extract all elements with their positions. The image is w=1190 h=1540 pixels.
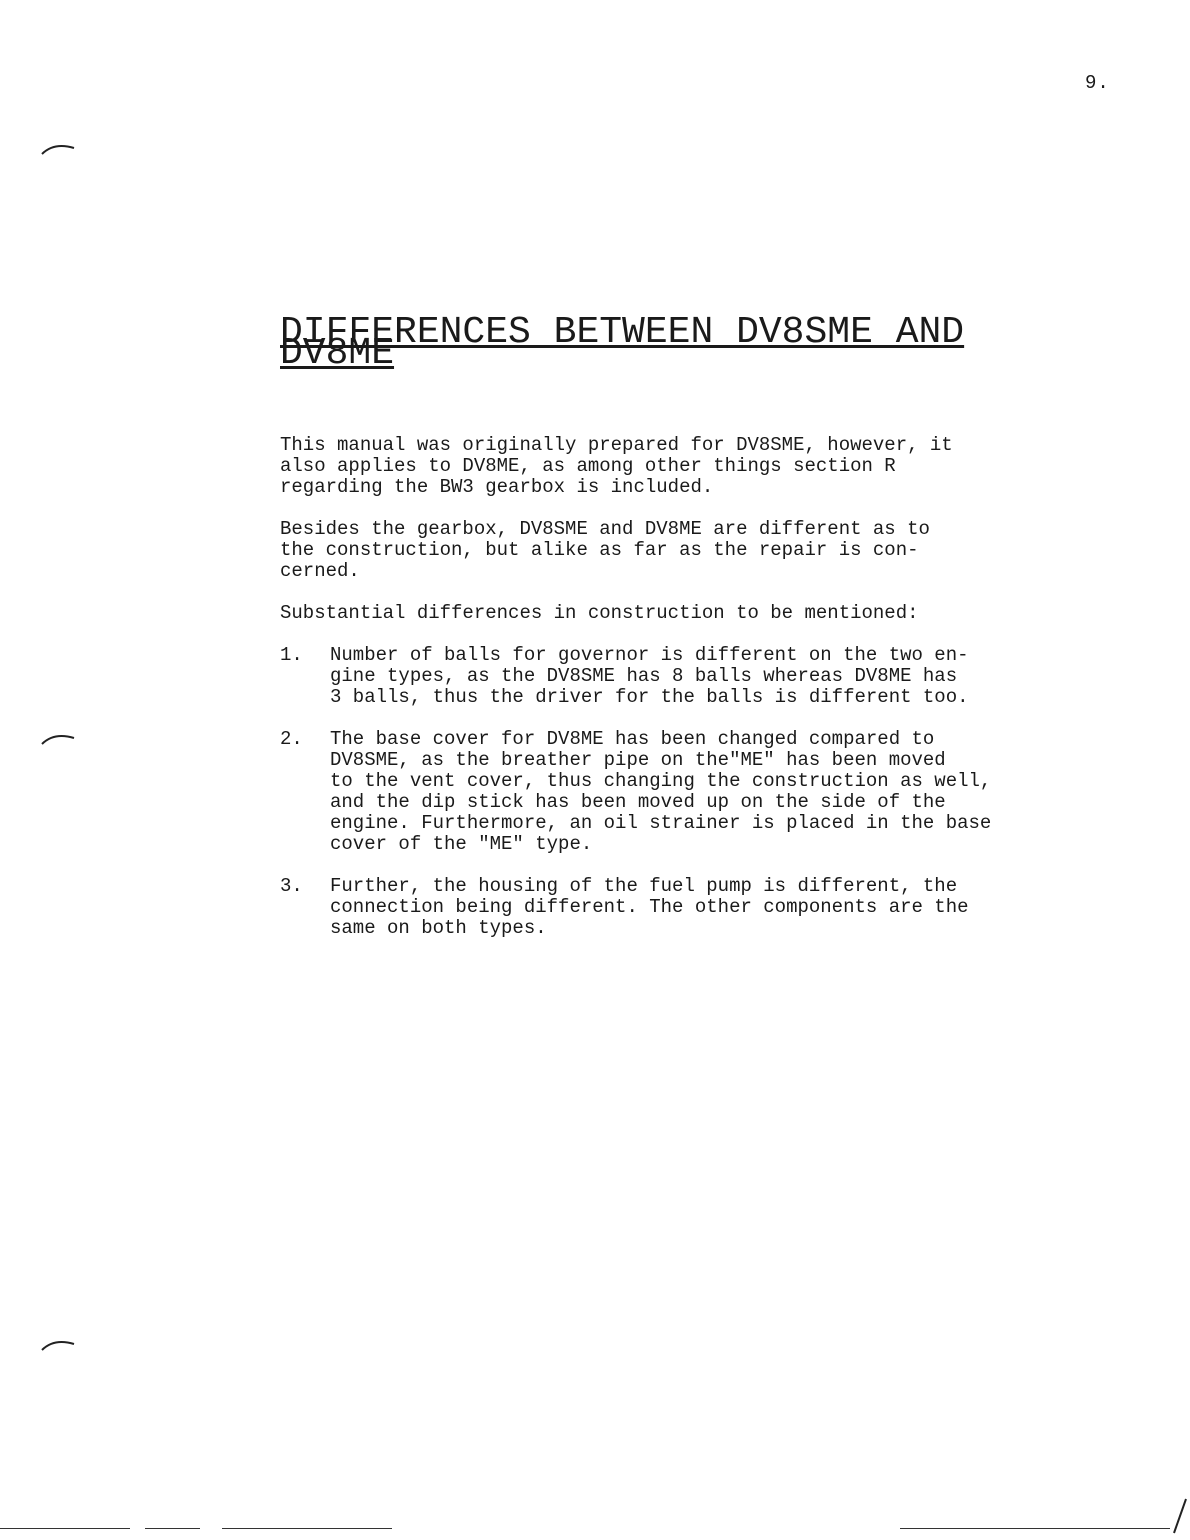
- list-item-number: 2.: [280, 728, 303, 750]
- binder-hole-mark-middle: [40, 730, 76, 746]
- page-number: 9.: [1085, 72, 1110, 94]
- list-item-number: 1.: [280, 644, 303, 666]
- paragraph-intro: This manual was originally prepared for DV8SME, however, it also applies to DV8ME, as among other things section R regarding the BW3 gearbox is included.: [280, 434, 953, 498]
- list-item: [280, 876, 1080, 939]
- paragraph-construction: Besides the gearbox, DV8SME and DV8ME are different as to the construction, but alike as far as the repair is con- cerned.: [280, 518, 930, 582]
- list-item: [280, 645, 1080, 708]
- scan-edge-line: [145, 1528, 200, 1529]
- scan-edge-line: [222, 1528, 392, 1529]
- section-heading: DIFFERENCES BETWEEN DV8SME AND DV8ME: [280, 311, 965, 375]
- paragraph-differences-intro: Substantial differences in construction to be mentioned:: [280, 602, 919, 624]
- binder-hole-mark-bottom: [40, 1336, 76, 1352]
- binder-hole-mark-top: [40, 140, 76, 156]
- list-item-text: The base cover for DV8ME has been changed compared to DV8SME, as the breather pipe on the"ME" has been moved to the vent cover, thus changing the construction as well, and the dip stick has been moved up on the side of the engine. Furthermore, an oil strainer is placed in the base cover of the "ME" type.: [330, 728, 992, 855]
- list-item-text: Number of balls for governor is different on the two en- gine types, as the DV8SME has 8 balls whereas DV8ME has 3 balls, thus the driver for the balls is different too.: [330, 644, 969, 708]
- scan-corner-mark: [1170, 1495, 1190, 1540]
- list-item-number: 3.: [280, 875, 303, 897]
- differences-list: [280, 645, 1080, 939]
- list-item-text: Further, the housing of the fuel pump is different, the connection being different. The other components are the same on both types.: [330, 875, 969, 939]
- scan-edge-line: [900, 1528, 1170, 1529]
- list-item: [280, 729, 1080, 855]
- scan-edge-line: [0, 1528, 130, 1529]
- document-body: [280, 311, 1080, 960]
